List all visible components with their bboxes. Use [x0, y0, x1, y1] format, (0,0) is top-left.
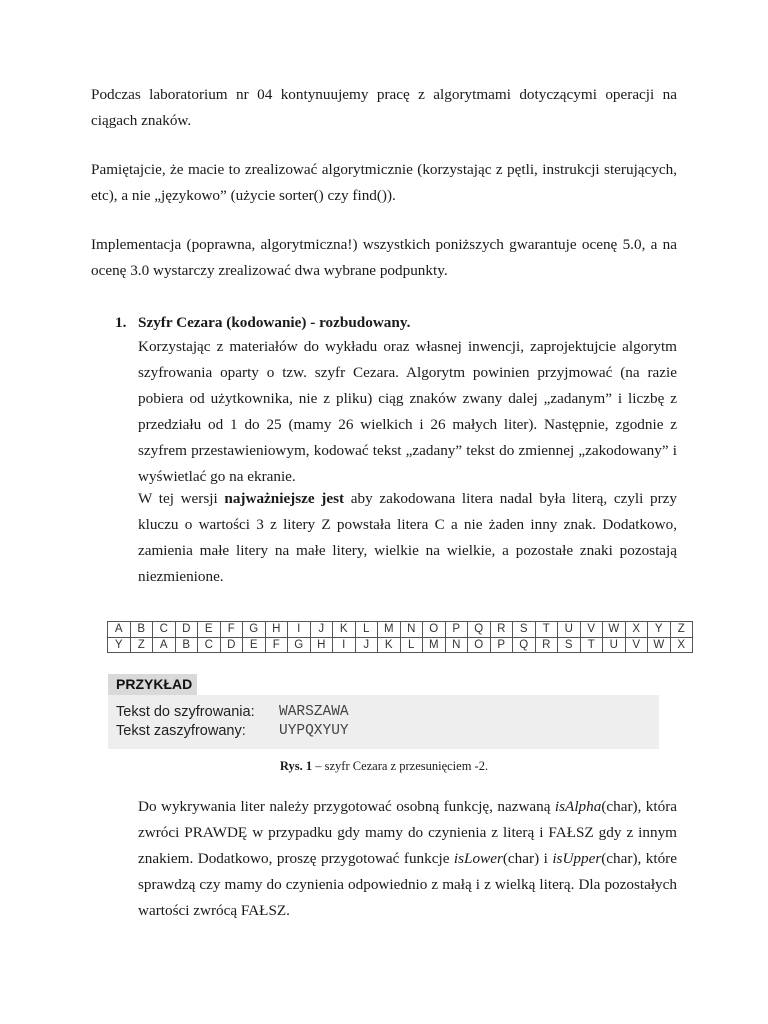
plain-cell: Y — [648, 622, 671, 638]
plain-cell: Q — [468, 622, 491, 638]
section-number: 1. — [115, 314, 127, 331]
function-name-isupper: isUpper — [552, 850, 602, 867]
shifted-cell: U — [603, 637, 626, 653]
closing-paragraph — [138, 794, 677, 924]
plain-cell: T — [535, 622, 558, 638]
example-value-ciphertext: UYPQXYUY — [279, 723, 349, 739]
plain-cell: O — [423, 622, 446, 638]
example-value-plaintext: WARSZAWA — [279, 704, 349, 720]
figure-caption-text: – szyfr Cezara z przesunięciem -2. — [312, 759, 489, 773]
figure-caption — [0, 759, 768, 774]
intro-paragraph-2: Pamiętajcie, że macie to zrealizować algorytmicznie (korzystając z pętli, instrukcji sterujących, etc), a nie „językowo” (użycie sorter() czy find()). — [91, 161, 677, 204]
closing-text-4: (char), które sprawdzą czy mamy do czynienia odpowiednio z małą i z wielką literą. Dla pozostałych wartości zwrócą FAŁSZ. — [138, 850, 677, 919]
plain-cell: H — [265, 622, 288, 638]
plain-cell: D — [175, 622, 198, 638]
plain-cell: E — [198, 622, 221, 638]
emphasis-text: najważniejsze jest — [224, 490, 345, 507]
shifted-cell: Q — [513, 637, 536, 653]
plain-cell: S — [513, 622, 536, 638]
shifted-cell: H — [310, 637, 333, 653]
function-name-islower: isLower — [453, 850, 503, 867]
shifted-cell: W — [648, 637, 671, 653]
plain-cell: V — [580, 622, 603, 638]
shifted-cell: F — [265, 637, 288, 653]
cipher-row-shifted — [108, 637, 693, 653]
shifted-cell: A — [153, 637, 176, 653]
shifted-cell: L — [400, 637, 423, 653]
plain-cell: U — [558, 622, 581, 638]
plain-cell: P — [445, 622, 468, 638]
closing-text-2: (char), która zwróci PRAWDĘ w przypadku gdy mamy do czynienia z literą i FAŁSZ gdy z innym znakiem. Dodatkowo, proszę przygotować funkcje — [138, 798, 677, 867]
shifted-cell: Y — [108, 637, 131, 653]
plain-cell: M — [378, 622, 401, 638]
shifted-cell: M — [423, 637, 446, 653]
shifted-cell: C — [198, 637, 221, 653]
plain-cell: R — [490, 622, 513, 638]
plain-cell: I — [288, 622, 311, 638]
shifted-cell: I — [333, 637, 356, 653]
shifted-cell: B — [175, 637, 198, 653]
function-name-isalpha: isAlpha — [554, 798, 602, 815]
shifted-cell: E — [243, 637, 266, 653]
plain-cell: N — [400, 622, 423, 638]
intro-paragraph-1: Podczas laboratorium nr 04 kontynuujemy pracę z algorytmami dotyczącymi operacji na ciągach znaków. — [91, 86, 677, 129]
section-paragraph-2 — [138, 486, 677, 590]
plain-cell: B — [130, 622, 153, 638]
plain-cell: C — [153, 622, 176, 638]
plain-cell: K — [333, 622, 356, 638]
section-paragraph-2-rest: aby zakodowana litera nadal była literą, czyli przy kluczu o wartości 3 z litery Z powstała litera C a nie żaden inny znak. Dodatkowo, zamienia małe litery na małe litery, wielkie na wielkie, a pozostałe znaki pozostają niezmienione. — [138, 490, 678, 585]
shifted-cell: Z — [130, 637, 153, 653]
example-tab: PRZYKŁAD — [108, 674, 197, 695]
shifted-cell: D — [220, 637, 243, 653]
section-paragraph-2-start: W tej wersji — [138, 490, 225, 507]
shifted-cell: S — [558, 637, 581, 653]
shifted-cell: O — [468, 637, 491, 653]
shifted-cell: R — [535, 637, 558, 653]
shifted-cell: X — [670, 637, 693, 653]
figure-caption-label: Rys. 1 — [279, 759, 313, 773]
intro-paragraph-3: Implementacja (poprawna, algorytmiczna!) wszystkich poniższych gwarantuje ocenę 5.0, a na ocenę 3.0 wystarczy zrealizować dwa wybrane podpunkty. — [91, 236, 677, 279]
plain-cell: G — [243, 622, 266, 638]
shifted-cell: T — [580, 637, 603, 653]
cipher-row-plain — [108, 622, 693, 638]
plain-cell: L — [355, 622, 378, 638]
shifted-cell: N — [445, 637, 468, 653]
plain-cell: J — [310, 622, 333, 638]
shifted-cell: G — [288, 637, 311, 653]
plain-cell: W — [603, 622, 626, 638]
plain-cell: X — [625, 622, 648, 638]
closing-text-3: (char) i — [502, 850, 553, 867]
shifted-cell: K — [378, 637, 401, 653]
example-label-ciphertext: Tekst zaszyfrowany: — [116, 723, 246, 739]
plain-cell: Z — [670, 622, 693, 638]
section-paragraph-1: Korzystając z materiałów do wykładu oraz własnej inwencji, zaprojektujcie algorytm szyfrowania oparty o tzw. szyfr Cezara. Algorytm powinien przyjmować (na razie pobiera od użytkownika, nie z pliku) ciąg znaków zwany dalej „zadanym” i liczbę z przedziału od 1 do 25 (mamy 26 wielkich i 26 małych liter). Następnie, zgodnie z szyfrem przestawieniowym, kodować tekst „zadany” tekst do zmiennej „zakodowany” i wyświetlać go na ekranie. — [138, 338, 677, 485]
example-label-plaintext: Tekst do szyfrowania: — [116, 704, 255, 720]
section-title: Szyfr Cezara (kodowanie) - rozbudowany. — [138, 314, 411, 331]
shifted-cell: V — [625, 637, 648, 653]
shifted-cell: P — [490, 637, 513, 653]
plain-cell: A — [108, 622, 131, 638]
shifted-cell: J — [355, 637, 378, 653]
plain-cell: F — [220, 622, 243, 638]
closing-text-1: Do wykrywania liter należy przygotować osobną funkcję, nazwaną — [138, 798, 555, 815]
cipher-table — [107, 621, 693, 653]
